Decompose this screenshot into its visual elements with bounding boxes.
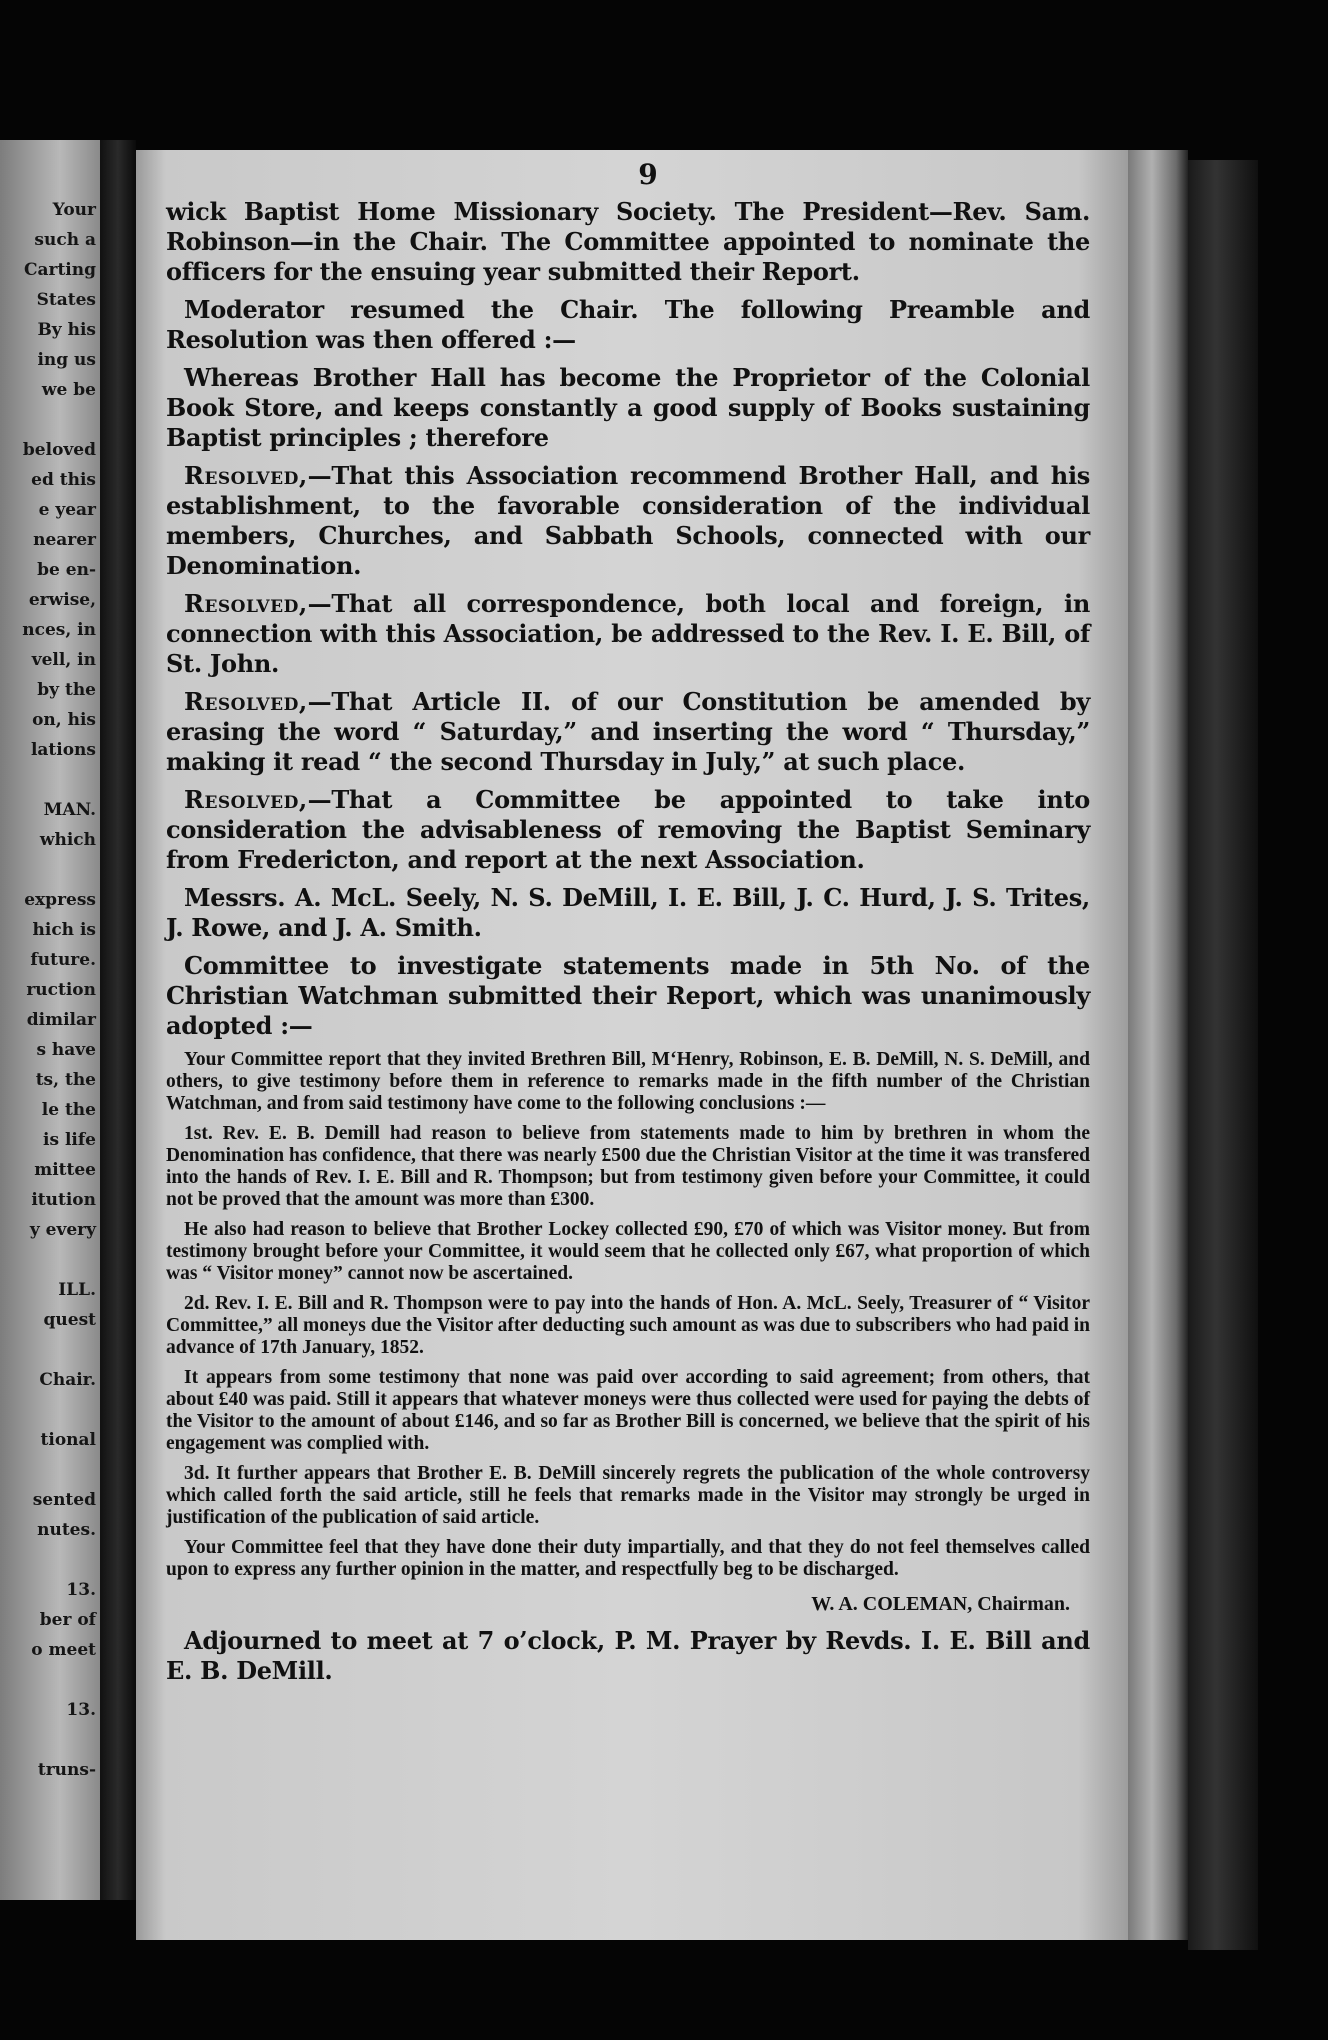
left-page-fragment: such a bbox=[34, 230, 96, 250]
report-paragraph: Your Committee report that they invited Brethren Bill, M‘Henry, Robinson, E. B. DeMill, N. S. DeMill, and others, to give testimony before them in reference to remarks made in the fifth number of the Christian Watchman, and from said testimony have come to the following conclusions :— bbox=[166, 1049, 1090, 1114]
paragraph: wick Baptist Home Missionary Society. The President—Rev. Sam. Robinson—in the Chair. The Committee appointed to nominate the officers for the ensuing year submitted their Report. bbox=[166, 197, 1090, 286]
paragraph: Moderator resumed the Chair. The following Preamble and Resolution was then offered :— bbox=[166, 295, 1090, 354]
left-page-fragment: we be bbox=[41, 380, 96, 400]
left-page-fragment: ber of bbox=[39, 1610, 96, 1630]
paragraph: Messrs. A. McL. Seely, N. S. DeMill, I. E. Bill, J. C. Hurd, J. S. Trites, J. Rowe, and J. A. Smith. bbox=[166, 883, 1090, 942]
signature: W. A. COLEMAN, Chairman. bbox=[811, 1593, 1070, 1615]
book-cover-edge bbox=[1188, 160, 1258, 1950]
resolution-text: —That Article II. of our Constitution be amended by erasing the word “ Saturday,” and inserting the word “ Thursday,” making it read “ the second Thursday in July,” at such place. bbox=[166, 687, 1090, 776]
left-page-fragment: nearer bbox=[33, 530, 96, 550]
left-page-fragment: ing us bbox=[37, 350, 96, 370]
left-page-fragment: Your bbox=[52, 200, 96, 220]
left-page-fragment: 13. bbox=[66, 1700, 96, 1720]
left-page-fragment: le the bbox=[41, 1100, 96, 1120]
left-page-fragment: be en- bbox=[37, 560, 96, 580]
book-page bbox=[136, 150, 1128, 1940]
left-page-fragment: MAN. bbox=[43, 800, 96, 820]
left-page-fragment: future. bbox=[30, 950, 96, 970]
left-page-fragment: nces, in bbox=[22, 620, 96, 640]
left-page-fragment: ed this bbox=[31, 470, 96, 490]
left-page-fragment: s have bbox=[36, 1040, 96, 1060]
left-page-fragment: States bbox=[36, 290, 96, 310]
left-page-fragment: Chair. bbox=[39, 1370, 96, 1390]
left-page-fragment: sented bbox=[32, 1490, 96, 1510]
left-page-fragment: hich is bbox=[32, 920, 96, 940]
left-page-fragment: on, his bbox=[32, 710, 96, 730]
left-page-fragment: which bbox=[39, 830, 96, 850]
left-page-fragment: e year bbox=[38, 500, 96, 520]
left-page-fragment: nutes. bbox=[37, 1520, 96, 1540]
left-page-fragment: ts, the bbox=[35, 1070, 96, 1090]
report-paragraph: 2d. Rev. I. E. Bill and R. Thompson were to pay into the hands of Hon. A. McL. Seely, Treasurer of “ Visitor Committee,” all moneys due the Visitor after deducting such amount as was due to subscribers who had paid in advance of 17th January, 1852. bbox=[166, 1293, 1090, 1358]
left-page-fragment: is life bbox=[43, 1130, 96, 1150]
resolution-paragraph bbox=[166, 461, 1090, 581]
left-page-fragment: vell, in bbox=[31, 650, 96, 670]
resolved-lead: Resolved, bbox=[184, 785, 308, 814]
left-page-fragment: tional bbox=[40, 1430, 96, 1450]
report-paragraph: Your Committee feel that they have done their duty impartially, and that they do not feel themselves called upon to express any further opinion in the matter, and respectfully beg to be discharged. bbox=[166, 1537, 1090, 1580]
paragraph: Committee to investigate statements made in 5th No. of the Christian Watchman submitted their Report, which was unanimously adopted :— bbox=[166, 951, 1090, 1040]
left-page-fragment: truns- bbox=[37, 1760, 96, 1780]
left-page-fragment: erwise, bbox=[28, 590, 96, 610]
left-page-fragment: ILL. bbox=[58, 1280, 96, 1300]
left-page-fragment: lations bbox=[30, 740, 96, 760]
left-page-fragment: quest bbox=[43, 1310, 96, 1330]
book-gutter bbox=[100, 140, 136, 1900]
left-page-fragment: o meet bbox=[31, 1640, 96, 1660]
previous-page-strip bbox=[0, 140, 100, 1900]
report-paragraph: He also had reason to believe that Brother Lockey collected £90, £70 of which was Visitor money. But from testimony brought before your Committee, it would seem that he collected only £67, what proportion of which was “ Visitor money” cannot now be ascertained. bbox=[166, 1219, 1090, 1284]
page-number: 9 bbox=[638, 158, 658, 191]
left-page-fragment: by the bbox=[37, 680, 96, 700]
left-page-fragment: Carting bbox=[23, 260, 96, 280]
resolution-paragraph bbox=[166, 687, 1090, 777]
left-page-fragment: y every bbox=[29, 1220, 96, 1240]
resolution-paragraph bbox=[166, 785, 1090, 875]
resolved-lead: Resolved, bbox=[184, 461, 308, 490]
report-paragraph: 3d. It further appears that Brother E. B. DeMill sincerely regrets the publication of the whole controversy which called forth the said article, still he feels that remarks made in the Visitor may strongly be urged in justification of the publication of said article. bbox=[166, 1463, 1090, 1528]
left-page-fragment: beloved bbox=[22, 440, 96, 460]
paragraph: Whereas Brother Hall has become the Proprietor of the Colonial Book Store, and keeps constantly a good supply of Books sustaining Baptist principles ; therefore bbox=[166, 363, 1090, 452]
left-page-fragment: dimilar bbox=[26, 1010, 96, 1030]
resolution-text: —That a Committee be appointed to take into consideration the advisableness of removing the Baptist Seminary from Fredericton, and report at the next Association. bbox=[166, 785, 1090, 874]
left-page-fragment: ruction bbox=[26, 980, 96, 1000]
page-stack-edge bbox=[1128, 150, 1188, 1940]
closing-paragraph: Adjourned to meet at 7 o’clock, P. M. Prayer by Revds. I. E. Bill and E. B. DeMill. bbox=[166, 1626, 1090, 1685]
report-paragraph: 1st. Rev. E. B. Demill had reason to believe from statements made to him by brethren in whom the Denomination has confidence, that there was nearly £500 due the Christian Visitor at the time it was transfered into the hands of Rev. I. E. Bill and R. Thompson; but from testimony given before your Committee, it could not be proved that the amount was more than £300. bbox=[166, 1123, 1090, 1210]
resolved-lead: Resolved, bbox=[184, 589, 308, 618]
left-page-fragment: 13. bbox=[66, 1580, 96, 1600]
left-page-fragment: mittee bbox=[34, 1160, 96, 1180]
resolution-text: —That this Association recommend Brother Hall, and his establishment, to the favorable consideration of the individual members, Churches, and Sabbath Schools, connected with our Denomination. bbox=[166, 461, 1090, 580]
left-page-fragment: express bbox=[24, 890, 96, 910]
resolution-text: —That all correspondence, both local and foreign, in connection with this Association, be addressed to the Rev. I. E. Bill, of St. John. bbox=[166, 589, 1090, 678]
left-page-fragment: By his bbox=[37, 320, 96, 340]
left-page-fragment: itution bbox=[31, 1190, 96, 1210]
report-paragraph: It appears from some testimony that none was paid over according to said agreement; from others, that about £40 was paid. Still it appears that whatever moneys were thus collected were used for paying the debts of the Visitor to the amount of about £146, and so far as Brother Bill is concerned, we believe that the spirit of his engagement was complied with. bbox=[166, 1367, 1090, 1454]
resolution-paragraph bbox=[166, 589, 1090, 679]
resolved-lead: Resolved, bbox=[184, 687, 308, 716]
